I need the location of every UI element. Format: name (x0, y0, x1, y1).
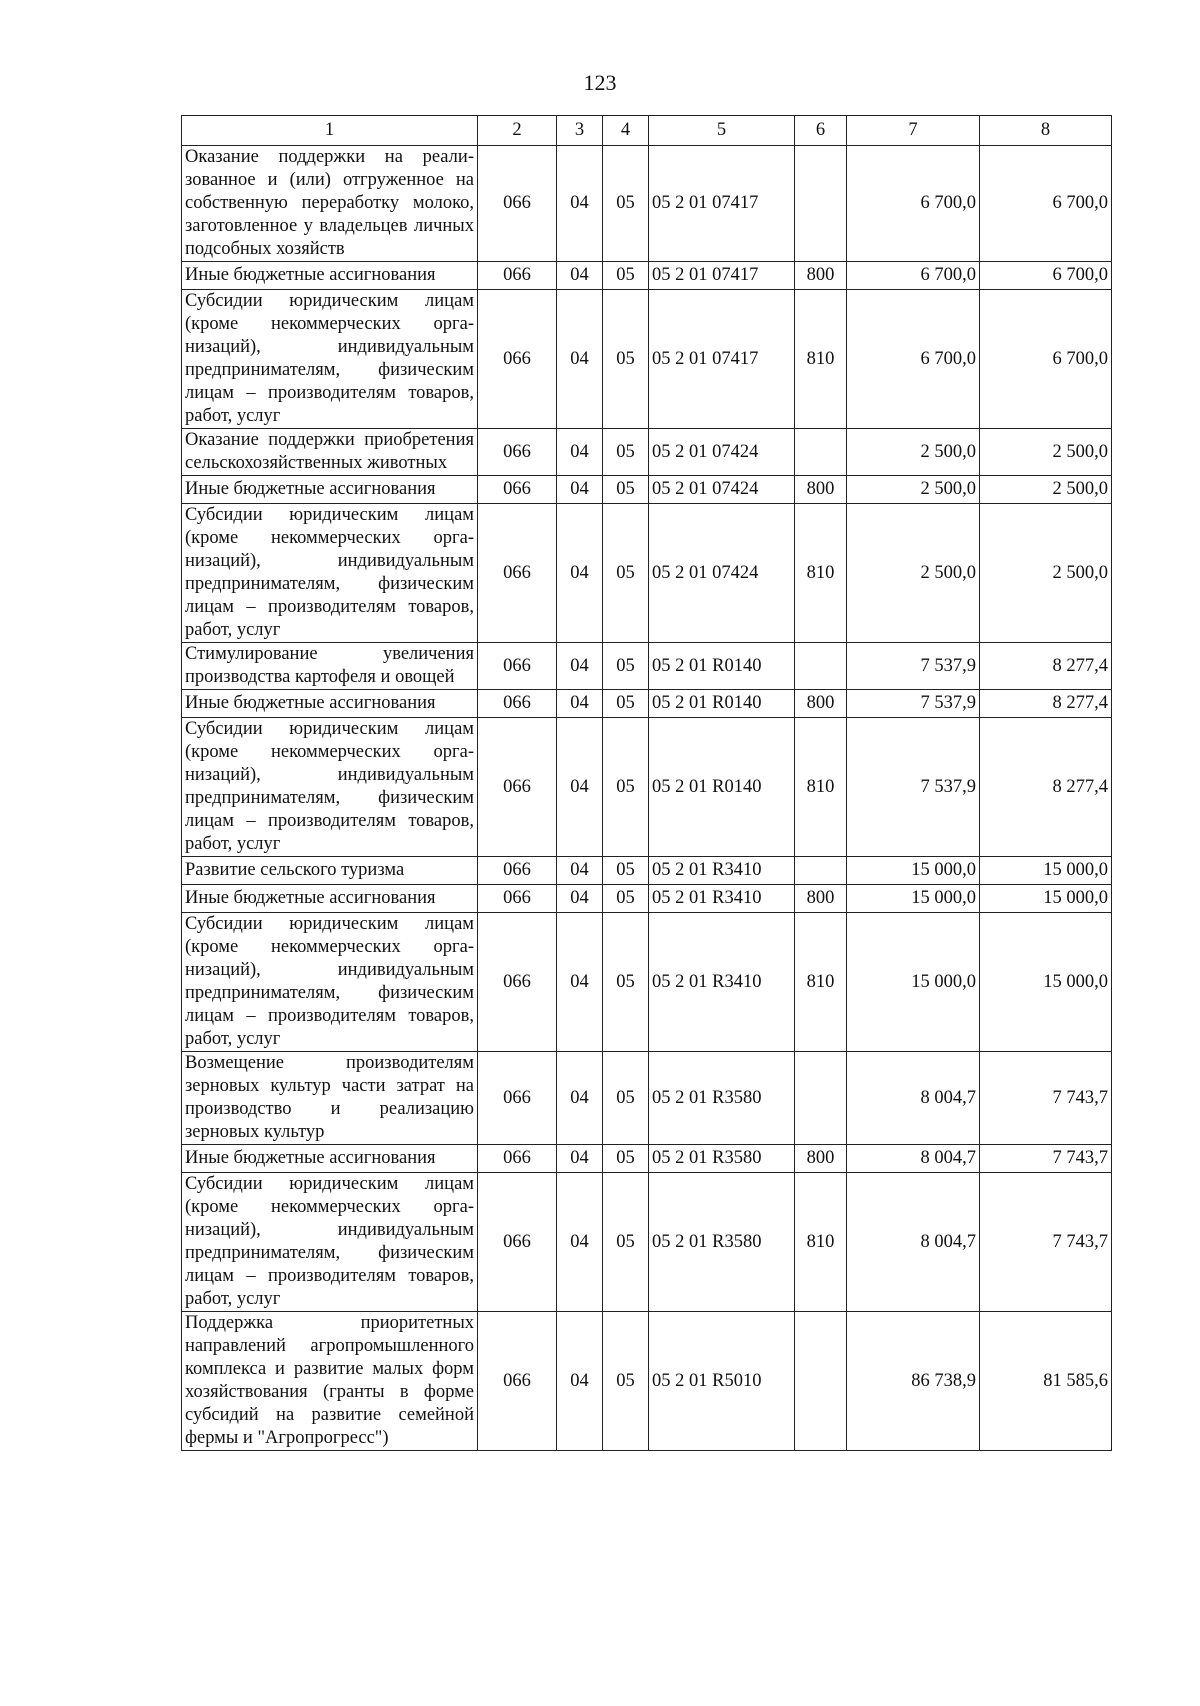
row-expense-type-code: 810 (795, 718, 847, 857)
table-row (182, 913, 1112, 1052)
row-target-article-code: 05 2 01 07417 (649, 290, 795, 429)
row-grbs-code: 066 (478, 690, 557, 718)
header-cell: 7 (847, 116, 980, 146)
row-target-article-code: 05 2 01 R0140 (649, 690, 795, 718)
row-description: Поддержка приоритетных направлений агропромышленного комплекса и развитие малых форм хозяйствования (гранты в форме субсидий на развитие семейной фермы и "Агропрогресс") (182, 1312, 478, 1451)
row-amount-year-1: 6 700,0 (847, 262, 980, 290)
row-grbs-code: 066 (478, 643, 557, 690)
row-description: Возмещение производителям зерновых культур части затрат на производство и реализацию зерновых культур (182, 1052, 478, 1145)
row-amount-year-1: 15 000,0 (847, 913, 980, 1052)
row-section-code: 04 (557, 1052, 603, 1145)
row-amount-year-2: 8 277,4 (980, 690, 1112, 718)
row-target-article-code: 05 2 01 R3580 (649, 1052, 795, 1145)
row-expense-type-code (795, 643, 847, 690)
row-description: Иные бюджетные ассигнования (182, 690, 478, 718)
row-expense-type-code: 800 (795, 476, 847, 504)
row-target-article-code: 05 2 01 07424 (649, 476, 795, 504)
row-grbs-code: 066 (478, 429, 557, 476)
row-amount-year-2: 2 500,0 (980, 429, 1112, 476)
table-body (182, 146, 1112, 1451)
row-target-article-code: 05 2 01 07417 (649, 146, 795, 262)
page-number: 123 (583, 70, 617, 95)
row-description: Иные бюджетные ассигнования (182, 262, 478, 290)
header-cell: 5 (649, 116, 795, 146)
row-description: Стимулирование увеличения производства картофеля и овощей (182, 643, 478, 690)
row-amount-year-2: 15 000,0 (980, 885, 1112, 913)
row-target-article-code: 05 2 01 R0140 (649, 718, 795, 857)
row-amount-year-2: 8 277,4 (980, 718, 1112, 857)
row-expense-type-code: 810 (795, 1173, 847, 1312)
row-amount-year-1: 15 000,0 (847, 857, 980, 885)
row-amount-year-2: 15 000,0 (980, 913, 1112, 1052)
table-row (182, 718, 1112, 857)
row-subsection-code: 05 (603, 476, 649, 504)
row-target-article-code: 05 2 01 07424 (649, 504, 795, 643)
row-target-article-code: 05 2 01 07417 (649, 262, 795, 290)
row-section-code: 04 (557, 504, 603, 643)
row-amount-year-2: 81 585,6 (980, 1312, 1112, 1451)
header-cell: 4 (603, 116, 649, 146)
row-description: Субсидии юридическим лицам (кроме некоммерческих организаций), индивидуальным предпринимателям, физическим лицам – производителям товаров, работ, услуг (182, 504, 478, 643)
row-subsection-code: 05 (603, 504, 649, 643)
row-target-article-code: 05 2 01 07424 (649, 429, 795, 476)
row-subsection-code: 05 (603, 290, 649, 429)
row-section-code: 04 (557, 146, 603, 262)
budget-table (181, 115, 1112, 1451)
row-expense-type-code (795, 429, 847, 476)
row-expense-type-code (795, 1312, 847, 1451)
table-row (182, 1312, 1112, 1451)
row-section-code: 04 (557, 643, 603, 690)
row-section-code: 04 (557, 262, 603, 290)
row-grbs-code: 066 (478, 885, 557, 913)
row-amount-year-2: 2 500,0 (980, 504, 1112, 643)
row-subsection-code: 05 (603, 262, 649, 290)
row-section-code: 04 (557, 476, 603, 504)
row-description: Субсидии юридическим лицам (кроме некоммерческих организаций), индивидуальным предпринимателям, физическим лицам – производителям товаров, работ, услуг (182, 718, 478, 857)
row-grbs-code: 066 (478, 504, 557, 643)
table-row (182, 1052, 1112, 1145)
row-target-article-code: 05 2 01 R3410 (649, 885, 795, 913)
row-subsection-code: 05 (603, 857, 649, 885)
row-amount-year-1: 8 004,7 (847, 1145, 980, 1173)
row-grbs-code: 066 (478, 718, 557, 857)
row-amount-year-2: 6 700,0 (980, 262, 1112, 290)
row-description: Иные бюджетные ассигнования (182, 1145, 478, 1173)
header-cell: 3 (557, 116, 603, 146)
row-amount-year-1: 86 738,9 (847, 1312, 980, 1451)
row-amount-year-1: 8 004,7 (847, 1052, 980, 1145)
row-section-code: 04 (557, 429, 603, 476)
table-row (182, 857, 1112, 885)
row-expense-type-code (795, 146, 847, 262)
header-cell: 8 (980, 116, 1112, 146)
row-amount-year-1: 6 700,0 (847, 290, 980, 429)
row-target-article-code: 05 2 01 R5010 (649, 1312, 795, 1451)
row-section-code: 04 (557, 718, 603, 857)
table-row (182, 1145, 1112, 1173)
row-amount-year-2: 7 743,7 (980, 1173, 1112, 1312)
row-section-code: 04 (557, 885, 603, 913)
row-section-code: 04 (557, 913, 603, 1052)
row-amount-year-1: 7 537,9 (847, 718, 980, 857)
row-grbs-code: 066 (478, 1312, 557, 1451)
row-amount-year-2: 15 000,0 (980, 857, 1112, 885)
table-row (182, 290, 1112, 429)
row-expense-type-code: 800 (795, 1145, 847, 1173)
row-section-code: 04 (557, 1145, 603, 1173)
row-description: Иные бюджетные ассигнования (182, 885, 478, 913)
row-section-code: 04 (557, 690, 603, 718)
row-expense-type-code: 810 (795, 290, 847, 429)
row-section-code: 04 (557, 1173, 603, 1312)
row-description: Развитие сельского туризма (182, 857, 478, 885)
row-expense-type-code: 810 (795, 504, 847, 643)
row-amount-year-1: 15 000,0 (847, 885, 980, 913)
row-amount-year-1: 7 537,9 (847, 690, 980, 718)
row-grbs-code: 066 (478, 857, 557, 885)
table-row (182, 146, 1112, 262)
row-amount-year-2: 8 277,4 (980, 643, 1112, 690)
row-amount-year-1: 7 537,9 (847, 643, 980, 690)
row-target-article-code: 05 2 01 R3580 (649, 1145, 795, 1173)
header-row (182, 116, 1112, 146)
table-row (182, 1173, 1112, 1312)
row-subsection-code: 05 (603, 885, 649, 913)
row-description: Оказание поддержки приобретения сельскохозяйственных животных (182, 429, 478, 476)
row-grbs-code: 066 (478, 476, 557, 504)
row-description: Субсидии юридическим лицам (кроме некоммерческих организаций), индивидуальным предпринимателям, физическим лицам – производителям товаров, работ, услуг (182, 913, 478, 1052)
row-section-code: 04 (557, 857, 603, 885)
row-grbs-code: 066 (478, 146, 557, 262)
row-target-article-code: 05 2 01 R0140 (649, 643, 795, 690)
row-expense-type-code (795, 1052, 847, 1145)
row-amount-year-1: 6 700,0 (847, 146, 980, 262)
row-subsection-code: 05 (603, 1173, 649, 1312)
row-amount-year-1: 2 500,0 (847, 504, 980, 643)
row-description: Субсидии юридическим лицам (кроме некоммерческих организаций), индивидуальным предпринимателям, физическим лицам – производителям товаров, работ, услуг (182, 1173, 478, 1312)
row-expense-type-code: 810 (795, 913, 847, 1052)
header-cell: 2 (478, 116, 557, 146)
table-row (182, 504, 1112, 643)
table-row (182, 690, 1112, 718)
row-target-article-code: 05 2 01 R3410 (649, 913, 795, 1052)
row-target-article-code: 05 2 01 R3410 (649, 857, 795, 885)
row-target-article-code: 05 2 01 R3580 (649, 1173, 795, 1312)
row-subsection-code: 05 (603, 429, 649, 476)
row-amount-year-1: 2 500,0 (847, 429, 980, 476)
row-subsection-code: 05 (603, 146, 649, 262)
table-row (182, 429, 1112, 476)
row-description: Иные бюджетные ассигнования (182, 476, 478, 504)
row-amount-year-2: 6 700,0 (980, 146, 1112, 262)
row-expense-type-code: 800 (795, 690, 847, 718)
row-section-code: 04 (557, 1312, 603, 1451)
row-amount-year-1: 8 004,7 (847, 1173, 980, 1312)
row-expense-type-code: 800 (795, 262, 847, 290)
row-grbs-code: 066 (478, 1052, 557, 1145)
row-subsection-code: 05 (603, 690, 649, 718)
row-subsection-code: 05 (603, 1052, 649, 1145)
row-grbs-code: 066 (478, 262, 557, 290)
table-row (182, 885, 1112, 913)
row-description: Оказание поддержки на реализованное и (или) отгруженное на собственную переработку молоко, заготовленное у владельцев личных подсобных хозяйств (182, 146, 478, 262)
table-row (182, 476, 1112, 504)
row-expense-type-code (795, 857, 847, 885)
row-subsection-code: 05 (603, 1312, 649, 1451)
header-cell: 6 (795, 116, 847, 146)
table-row (182, 643, 1112, 690)
row-description: Субсидии юридическим лицам (кроме некоммерческих организаций), индивидуальным предпринимателям, физическим лицам – производителям товаров, работ, услуг (182, 290, 478, 429)
row-grbs-code: 066 (478, 290, 557, 429)
row-amount-year-2: 7 743,7 (980, 1052, 1112, 1145)
row-grbs-code: 066 (478, 1173, 557, 1312)
row-amount-year-1: 2 500,0 (847, 476, 980, 504)
row-grbs-code: 066 (478, 913, 557, 1052)
row-subsection-code: 05 (603, 643, 649, 690)
row-amount-year-2: 7 743,7 (980, 1145, 1112, 1173)
row-amount-year-2: 6 700,0 (980, 290, 1112, 429)
row-amount-year-2: 2 500,0 (980, 476, 1112, 504)
row-subsection-code: 05 (603, 718, 649, 857)
row-section-code: 04 (557, 290, 603, 429)
row-expense-type-code: 800 (795, 885, 847, 913)
row-subsection-code: 05 (603, 913, 649, 1052)
header-cell: 1 (182, 116, 478, 146)
table-row (182, 262, 1112, 290)
row-subsection-code: 05 (603, 1145, 649, 1173)
row-grbs-code: 066 (478, 1145, 557, 1173)
